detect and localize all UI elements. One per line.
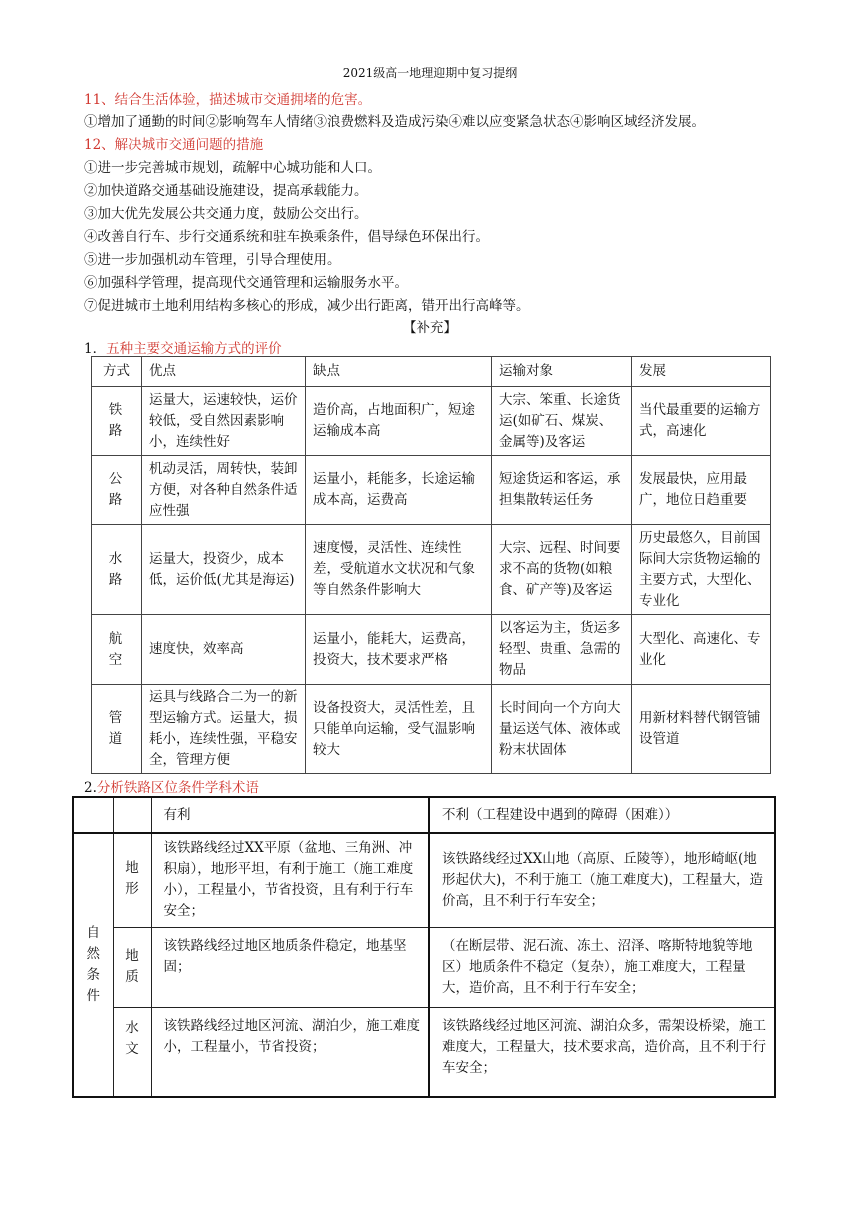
header-mode: 方式	[92, 357, 142, 387]
table-header-row	[92, 357, 771, 387]
development-cell: 历史最悠久，目前国际间大宗货物运输的主要方式，大型化、专业化	[632, 525, 771, 615]
cons-cell: 运量小，能耗大，运费高，投资大，技术要求严格	[306, 615, 492, 685]
table-header-row	[73, 797, 775, 833]
factor-cell-hydrology: 水 文	[113, 1007, 151, 1097]
q12-item: ⑦促进城市土地利用结构多核心的形成，减少出行距离，错开出行高峰等。	[84, 298, 530, 314]
favorable-cell: 该铁路线经过地区地质条件稳定，地基坚固；	[151, 927, 429, 1007]
factor-cell-terrain: 地 形	[113, 833, 151, 927]
development-cell: 大型化、高速化、专业化	[632, 615, 771, 685]
table-row	[92, 456, 771, 525]
q12-item: ⑤进一步加强机动车管理，引导合理使用。	[84, 252, 341, 268]
section1-heading	[84, 337, 282, 357]
header-unfavorable: 不利（工程建设中遇到的障碍（困难））	[429, 797, 775, 833]
factor-cell-geology: 地 质	[113, 927, 151, 1007]
favorable-cell: 该铁路线经过XX平原（盆地、三角洲、冲积扇），地形平坦，有利于施工（施工难度小），工程量小，节省投资，且有利于行车安全；	[151, 833, 429, 927]
cargo-cell: 长时间向一个方向大量运送气体、液体或粉末状固体	[492, 685, 632, 774]
q12-item: ④改善自行车、步行交通系统和驻车换乘条件，倡导绿色环保出行。	[84, 229, 489, 245]
table-row	[73, 927, 775, 1007]
unfavorable-cell: （在断层带、泥石流、冻土、沼泽、喀斯特地貌等地区）地质条件不稳定（复杂），施工难度大，工程量大，造价高，且不利于行车安全；	[429, 927, 775, 1007]
mode-cell: 水 路	[92, 525, 142, 615]
table-row	[92, 685, 771, 774]
empty-corner-cell	[73, 797, 113, 833]
cons-cell: 造价高，占地面积广，短途运输成本高	[306, 387, 492, 456]
section2-title: 分析铁路区位条件学科术语	[96, 780, 259, 796]
table-row	[92, 615, 771, 685]
pros-cell: 机动灵活，周转快，装卸方便，对各种自然条件适应性强	[142, 456, 306, 525]
header-favorable: 有利	[151, 797, 429, 833]
q11-answer: ①增加了通勤的时间②影响驾车人情绪③浪费燃料及造成污染④难以应变紧急状态④影响区域经济发展。	[84, 114, 705, 130]
page-header: 2021级高一地理迎期中复习提纲	[342, 66, 518, 80]
cargo-cell: 短途货运和客运，承担集散转运任务	[492, 456, 632, 525]
natural-conditions-group: 自 然 条 件	[73, 833, 113, 1097]
cons-cell: 速度慢，灵活性、连续性差，受航道水文状况和气象等自然条件影响大	[306, 525, 492, 615]
pros-cell: 速度快，效率高	[142, 615, 306, 685]
section2-number: 2.	[84, 780, 97, 796]
development-cell: 用新材料替代钢管铺设管道	[632, 685, 771, 774]
section1-number: 1．	[84, 341, 107, 357]
empty-corner-cell	[113, 797, 151, 833]
development-cell: 当代最重要的运输方式，高速化	[632, 387, 771, 456]
unfavorable-cell: 该铁路线经过XX山地（高原、丘陵等），地形崎岖(地形起伏大)，不利于施工（施工难度大)，工程量大，造价高，且不利于行车安全；	[429, 833, 775, 927]
q11-title: 11、结合生活体验，描述城市交通拥堵的危害。	[84, 92, 372, 108]
section2-heading	[84, 776, 259, 796]
table-row	[92, 525, 771, 615]
railway-location-table	[72, 796, 776, 1098]
header-development: 发展	[632, 357, 771, 387]
development-cell: 发展最快，应用最广，地位日趋重要	[632, 456, 771, 525]
section1-title: 五种主要交通运输方式的评价	[106, 341, 282, 357]
cargo-cell: 大宗、笨重、长途货运(如矿石、煤炭、金属等)及客运	[492, 387, 632, 456]
pros-cell: 运具与线路合二为一的新型运输方式。运量大，损耗小，连续性强，平稳安全，管理方便	[142, 685, 306, 774]
cargo-cell: 以客运为主，货运多轻型、贵重、急需的物品	[492, 615, 632, 685]
pros-cell: 运量大，投资少，成本低，运价低(尤其是海运)	[142, 525, 306, 615]
table-row	[73, 1007, 775, 1097]
mode-cell: 公 路	[92, 456, 142, 525]
cons-cell: 设备投资大，灵活性差，且只能单向运输，受气温影响较大	[306, 685, 492, 774]
supplement-heading: 【补充】	[403, 320, 457, 336]
header-cargo: 运输对象	[492, 357, 632, 387]
mode-cell: 航 空	[92, 615, 142, 685]
mode-cell: 管 道	[92, 685, 142, 774]
unfavorable-cell: 该铁路线经过地区河流、湖泊众多，需架设桥梁，施工难度大，工程量大，技术要求高，造价高，且不利于行车安全；	[429, 1007, 775, 1097]
q12-item: ①进一步完善城市规划，疏解中心城功能和人口。	[84, 160, 381, 176]
pros-cell: 运量大，运速较快，运价较低，受自然因素影响小，连续性好	[142, 387, 306, 456]
mode-cell: 铁 路	[92, 387, 142, 456]
q12-item: ②加快道路交通基础设施建设，提高承载能力。	[84, 183, 368, 199]
header-cons: 缺点	[306, 357, 492, 387]
cons-cell: 运量小，耗能多，长途运输成本高，运费高	[306, 456, 492, 525]
cargo-cell: 大宗、远程、时间要求不高的货物(如粮食、矿产等)及客运	[492, 525, 632, 615]
q12-item: ⑥加强科学管理，提高现代交通管理和运输服务水平。	[84, 275, 408, 291]
header-pros: 优点	[142, 357, 306, 387]
table-row	[92, 387, 771, 456]
q12-title: 12、解决城市交通问题的措施	[84, 137, 264, 153]
favorable-cell: 该铁路线经过地区河流、湖泊少，施工难度小，工程量小，节省投资；	[151, 1007, 429, 1097]
table-row	[73, 833, 775, 927]
transport-modes-table	[91, 356, 771, 774]
q12-item: ③加大优先发展公共交通力度，鼓励公交出行。	[84, 206, 368, 222]
